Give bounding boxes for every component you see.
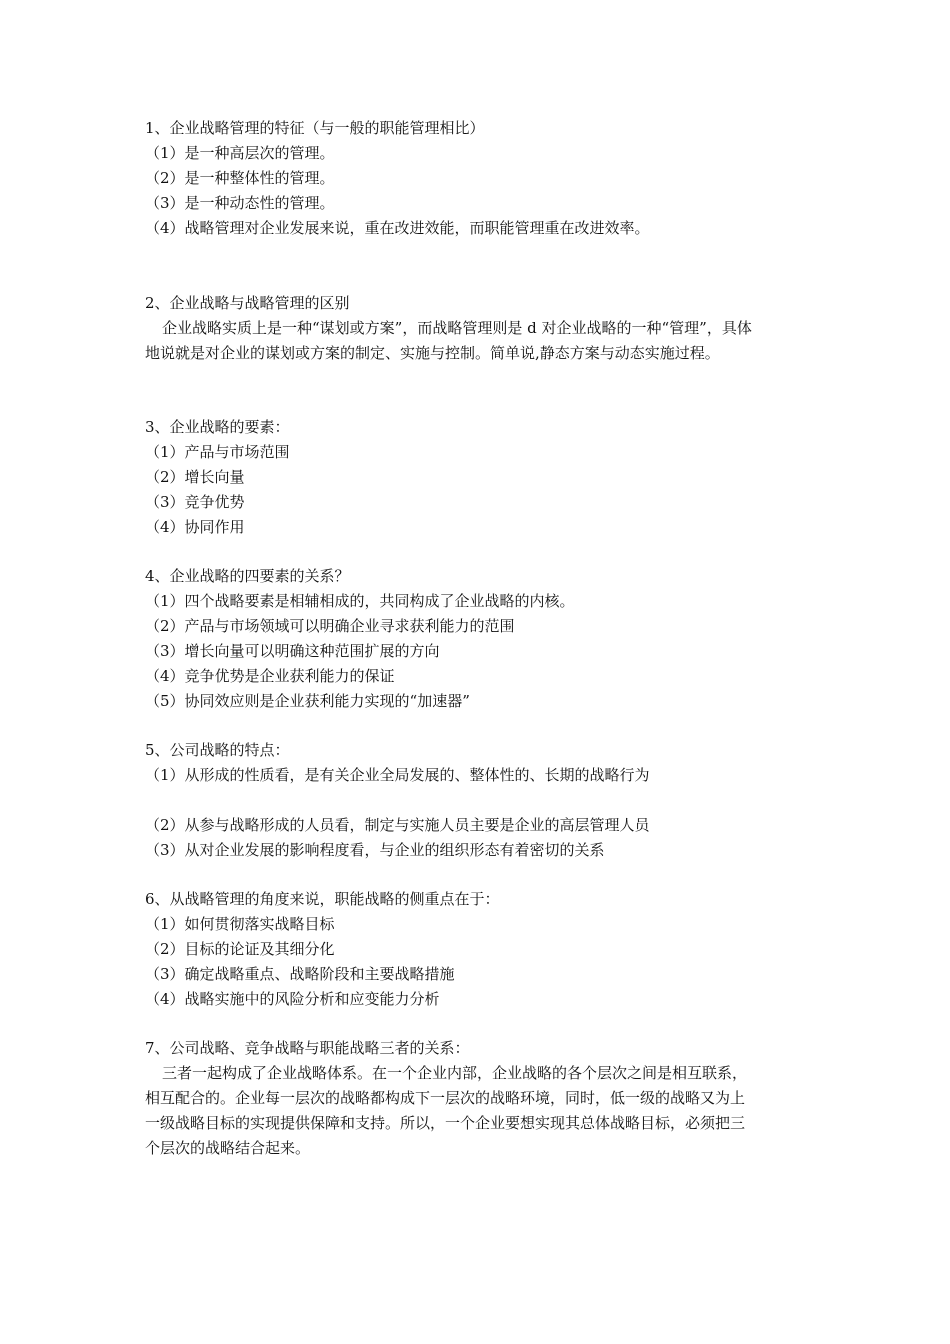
section-5-heading: 5、公司战略的特点：	[145, 741, 290, 759]
section-2-body-line-1: 企业战略实质上是一种“谋划或方案”，而战略管理则是 d 对企业战略的一种“管理”，具体	[162, 319, 752, 337]
section-3-heading: 3、企业战略的要素：	[145, 418, 290, 436]
section-1-item-2: （2）是一种整体性的管理。	[145, 169, 335, 187]
section-6-item-4: （4）战略实施中的风险分析和应变能力分析	[145, 990, 440, 1008]
section-5-item-1: （1）从形成的性质看，是有关企业全局发展的、整体性的、长期的战略行为	[145, 766, 650, 784]
section-2-body-line-2: 地说就是对企业的谋划或方案的制定、实施与控制。简单说,静态方案与动态实施过程。	[145, 344, 720, 362]
section-4-item-1: （1）四个战略要素是相辅相成的，共同构成了企业战略的内核。	[145, 592, 575, 610]
section-7-heading: 7、公司战略、竞争战略与职能战略三者的关系：	[145, 1039, 470, 1057]
section-5-item-2: （2）从参与战略形成的人员看，制定与实施人员主要是企业的高层管理人员	[145, 816, 650, 834]
section-3-item-1: （1）产品与市场范围	[145, 443, 290, 461]
section-3-item-4: （4）协同作用	[145, 518, 245, 536]
section-6-item-2: （2）目标的论证及其细分化	[145, 940, 335, 958]
section-7-body-line-1: 三者一起构成了企业战略体系。在一个企业内部，企业战略的各个层次之间是相互联系，	[162, 1064, 748, 1082]
section-1-item-1: （1）是一种高层次的管理。	[145, 144, 335, 162]
section-4-item-5: （5）协同效应则是企业获利能力实现的“加速器”	[145, 692, 470, 710]
section-3-item-3: （3）竞争优势	[145, 493, 245, 511]
section-4-item-4: （4）竞争优势是企业获利能力的保证	[145, 667, 395, 685]
section-6-item-1: （1）如何贯彻落实战略目标	[145, 915, 335, 933]
section-4-item-3: （3）增长向量可以明确这种范围扩展的方向	[145, 642, 440, 660]
section-4-item-2: （2）产品与市场领域可以明确企业寻求获利能力的范围	[145, 617, 515, 635]
section-5-item-3: （3）从对企业发展的影响程度看，与企业的组织形态有着密切的关系	[145, 841, 605, 859]
section-6-item-3: （3）确定战略重点、战略阶段和主要战略措施	[145, 965, 455, 983]
section-7-body-line-2: 相互配合的。企业每一层次的战略都构成下一层次的战略环境，同时，低一级的战略又为上	[145, 1089, 746, 1107]
section-1-item-4: （4）战略管理对企业发展来说，重在改进效能，而职能管理重在改进效率。	[145, 219, 650, 237]
section-2-heading: 2、企业战略与战略管理的区别	[145, 294, 350, 312]
section-7-body-line-4: 个层次的战略结合起来。	[145, 1139, 311, 1157]
section-4-heading: 4、企业战略的四要素的关系？	[145, 567, 350, 585]
section-6-heading: 6、从战略管理的角度来说，职能战略的侧重点在于：	[145, 890, 500, 908]
section-3-item-2: （2）增长向量	[145, 468, 245, 486]
section-1-heading: 1、企业战略管理的特征（与一般的职能管理相比）	[145, 119, 485, 137]
section-7-body-line-3: 一级战略目标的实现提供保障和支持。所以，一个企业要想实现其总体战略目标，必须把三	[145, 1114, 746, 1132]
section-1-item-3: （3）是一种动态性的管理。	[145, 194, 335, 212]
